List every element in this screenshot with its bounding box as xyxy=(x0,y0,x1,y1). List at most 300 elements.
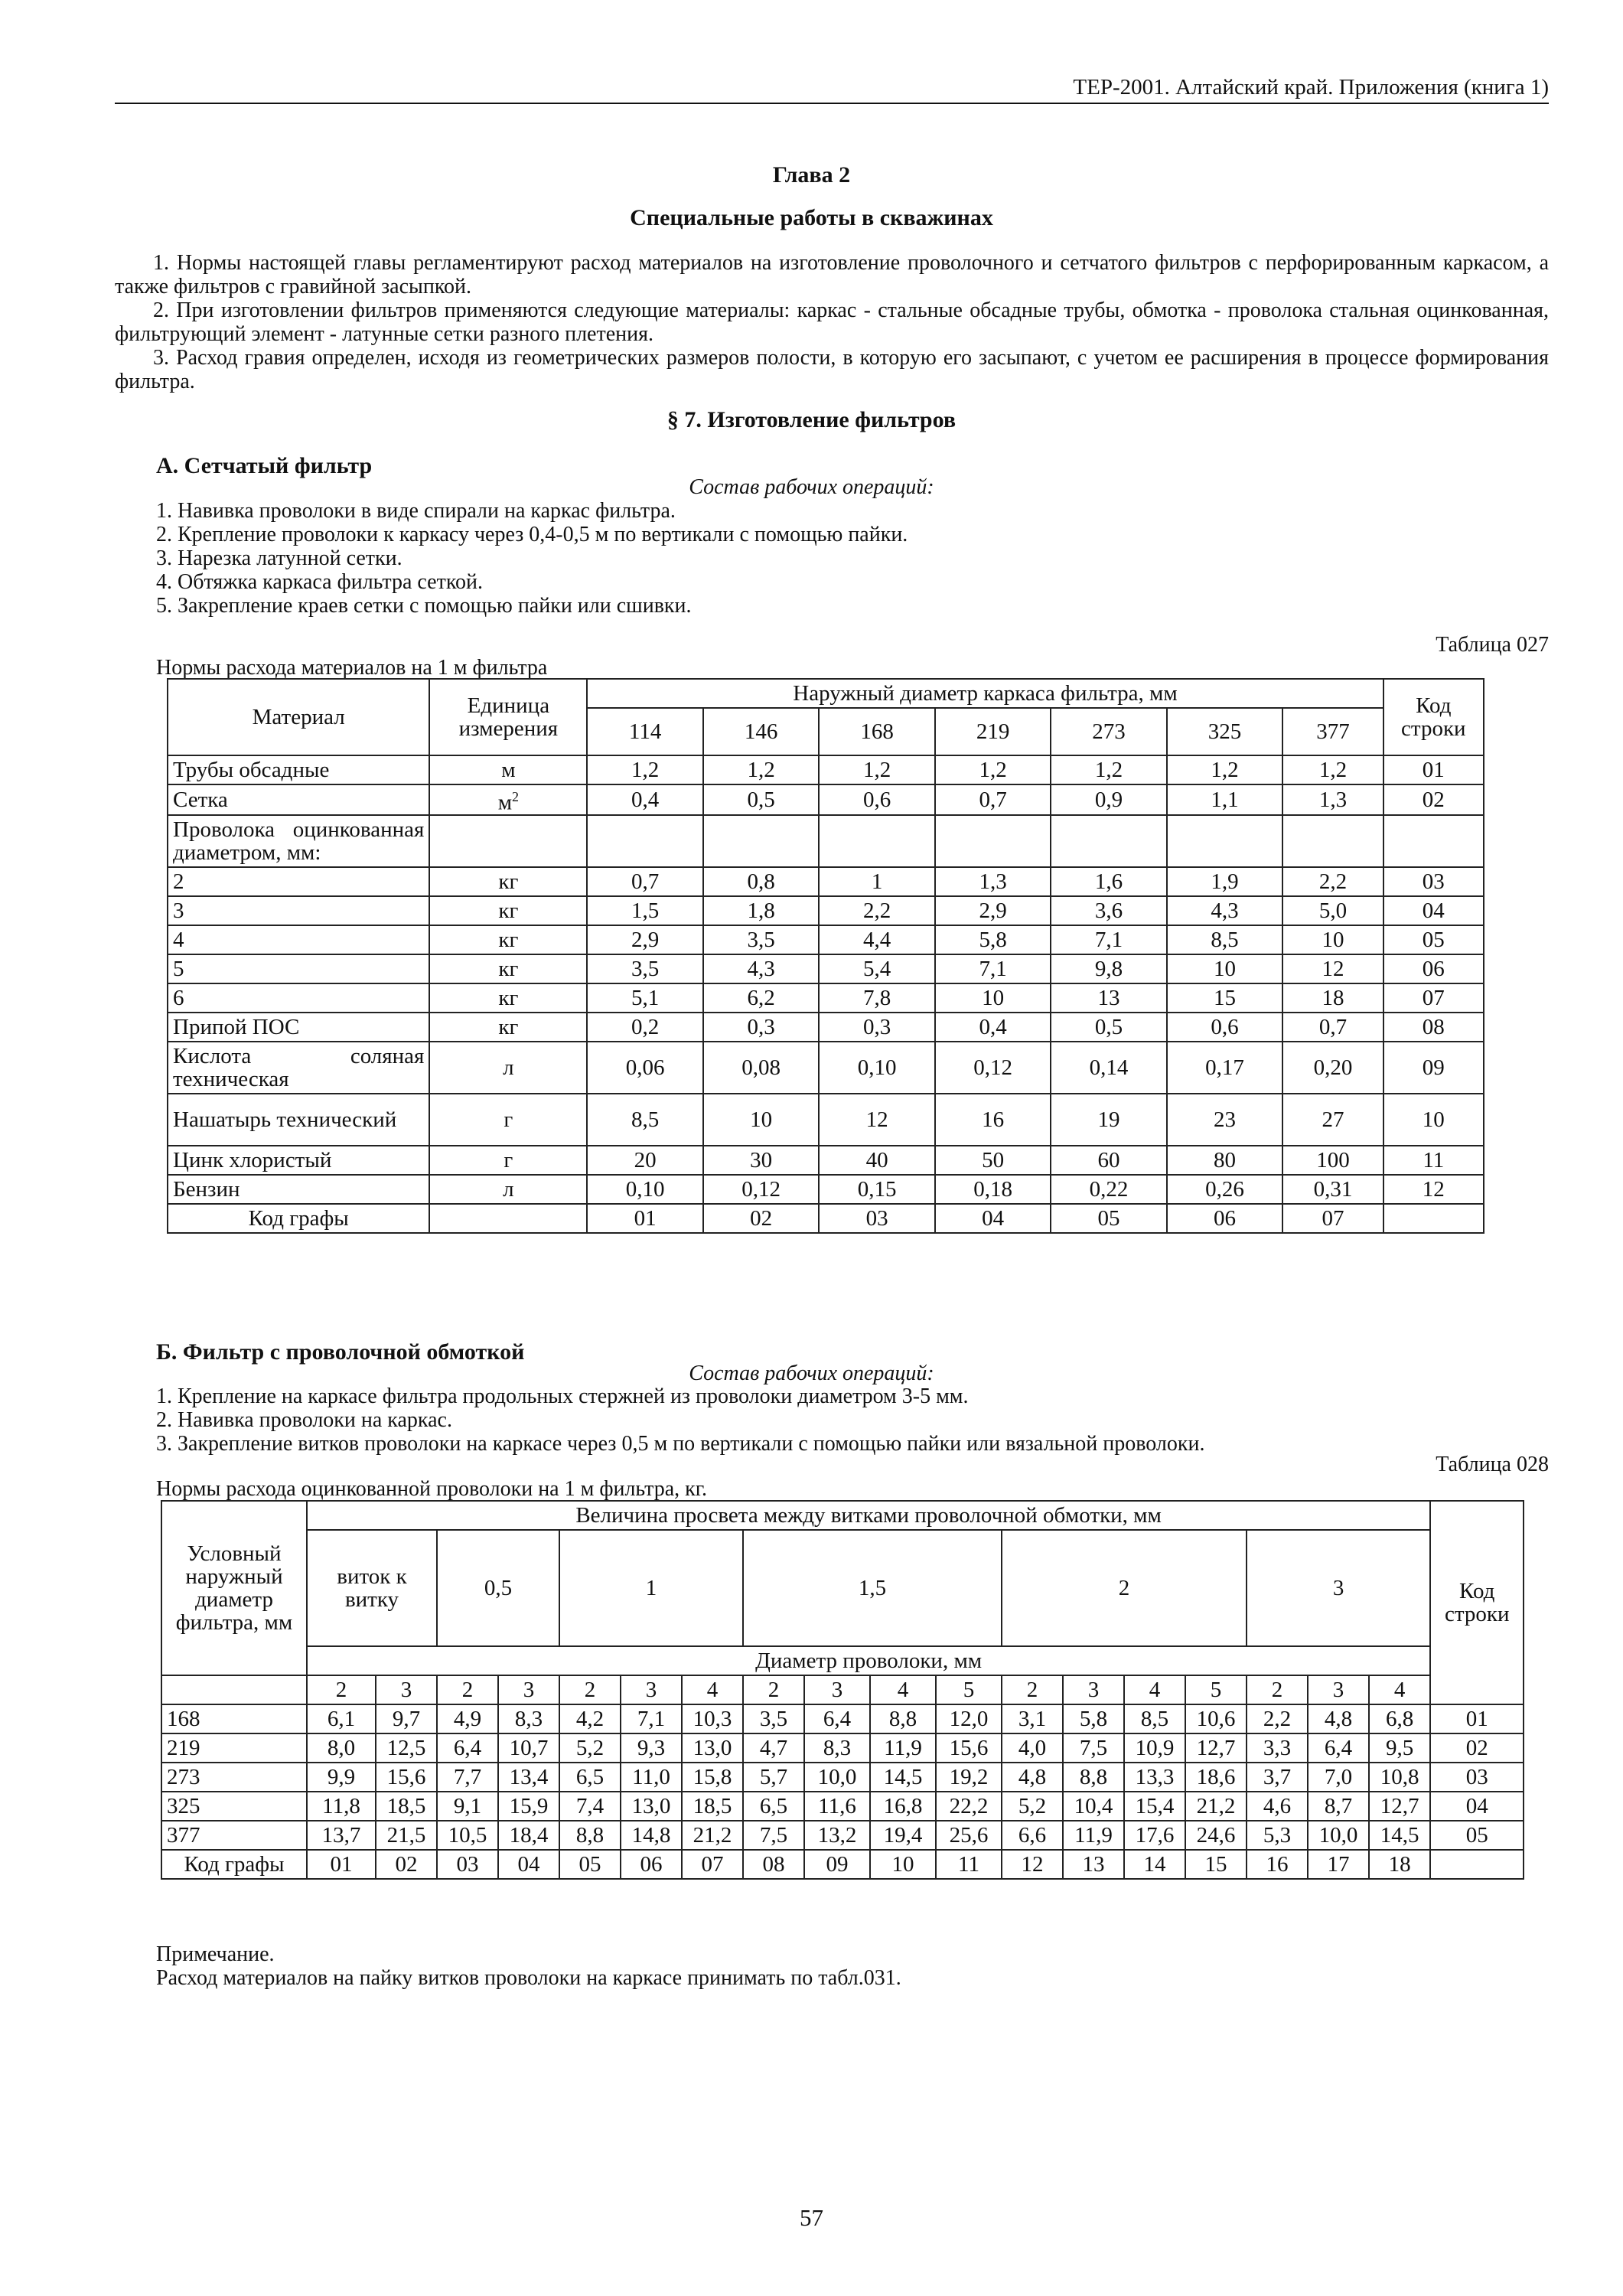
value-cell: 15,8 xyxy=(682,1763,743,1792)
value-cell: 0,18 xyxy=(935,1175,1051,1204)
unit-cell: л xyxy=(429,1175,587,1204)
diameter-header: 325 xyxy=(1167,708,1282,755)
footer-code: 16 xyxy=(1247,1850,1308,1879)
value-cell: 1,1 xyxy=(1167,784,1282,815)
wire-diameter: 5 xyxy=(1185,1675,1247,1704)
value-cell: 24,6 xyxy=(1185,1821,1247,1850)
footer-code: 01 xyxy=(587,1204,702,1233)
value-cell: 19 xyxy=(1051,1094,1166,1146)
value-cell: 6,1 xyxy=(307,1704,376,1733)
footer-code: 14 xyxy=(1124,1850,1185,1879)
table-028-caption: Нормы расхода оцинкованной проволоки на 1 м фильтра, кг. xyxy=(156,1477,708,1501)
value-cell: 4,2 xyxy=(559,1704,621,1733)
value-cell: 1,3 xyxy=(935,867,1051,896)
filter-diameter: 325 xyxy=(161,1792,307,1821)
value-cell: 10,7 xyxy=(498,1733,559,1763)
part-b-ops-list xyxy=(156,1384,1533,1456)
value-cell: 8,8 xyxy=(870,1704,936,1733)
value-cell: 2,2 xyxy=(1247,1704,1308,1733)
value-cell xyxy=(587,815,702,867)
unit-cell: кг xyxy=(429,896,587,925)
value-cell: 10,6 xyxy=(1185,1704,1247,1733)
footer-code: 02 xyxy=(376,1850,437,1879)
gap-header: 2 xyxy=(1002,1530,1247,1646)
value-cell: 16 xyxy=(935,1094,1051,1146)
material-name: Сетка xyxy=(168,784,429,815)
value-cell: 11,0 xyxy=(621,1763,682,1792)
value-cell: 0,10 xyxy=(819,1042,934,1094)
table-row xyxy=(168,954,1484,983)
operation-item: 5. Закрепление краев сетки с помощью пайки или сшивки. xyxy=(156,594,692,618)
row-code: 11 xyxy=(1383,1146,1484,1175)
value-cell: 10 xyxy=(935,983,1051,1013)
material-name: Бензин xyxy=(168,1175,429,1204)
material-name: 6 xyxy=(168,983,429,1013)
footer-code: 17 xyxy=(1308,1850,1369,1879)
unit-cell: $м^2$ xyxy=(429,784,587,815)
table-row xyxy=(168,1175,1484,1204)
footer-code: 05 xyxy=(559,1850,621,1879)
value-cell: 1,6 xyxy=(1051,867,1166,896)
value-cell: 13,2 xyxy=(804,1821,870,1850)
value-cell: 0,08 xyxy=(703,1042,819,1094)
value-cell: 0,7 xyxy=(935,784,1051,815)
unit-cell: кг xyxy=(429,983,587,1013)
value-cell: 7,4 xyxy=(559,1792,621,1821)
value-cell xyxy=(1167,815,1282,867)
value-cell: 8,8 xyxy=(1063,1763,1124,1792)
value-cell: 13 xyxy=(1051,983,1166,1013)
operation-item: 1. Крепление на каркасе фильтра продольных стержней из проволоки диаметром 3-5 мм. xyxy=(156,1384,969,1408)
footer-label: Код графы xyxy=(161,1850,307,1879)
value-cell: 9,9 xyxy=(307,1763,376,1792)
value-cell: 5,8 xyxy=(935,925,1051,954)
material-name: Цинк хлористый xyxy=(168,1146,429,1175)
value-cell: 15 xyxy=(1167,983,1282,1013)
table-028 xyxy=(161,1500,1524,1880)
wire-diameter: 4 xyxy=(1369,1675,1430,1704)
value-cell: 1,2 xyxy=(935,755,1051,784)
value-cell: 3,5 xyxy=(743,1704,804,1733)
unit-cell: кг xyxy=(429,1013,587,1042)
unit-cell: кг xyxy=(429,867,587,896)
table-028-body xyxy=(161,1704,1524,1850)
value-cell: 7,1 xyxy=(1051,925,1166,954)
part-a-title: А. Сетчатый фильтр xyxy=(156,453,373,478)
footer-code: 09 xyxy=(804,1850,870,1879)
value-cell: 1,2 xyxy=(1051,755,1166,784)
intro-paragraph: 1. Нормы настоящей главы регламентируют расход материалов на изготовление проволочного и сетчатого фильтров с перфорированным каркасом, а также фильтров с гравийной засыпкой. xyxy=(115,251,1549,298)
value-cell: 6,4 xyxy=(804,1704,870,1733)
table-row xyxy=(168,1146,1484,1175)
wire-diameter: 2 xyxy=(743,1675,804,1704)
value-cell: 14,8 xyxy=(621,1821,682,1850)
part-b-title: Б. Фильтр с проволочной обмоткой xyxy=(156,1339,525,1365)
table-row xyxy=(168,1013,1484,1042)
material-name: 5 xyxy=(168,954,429,983)
value-cell: 16,8 xyxy=(870,1792,936,1821)
value-cell: 0,20 xyxy=(1282,1042,1383,1094)
row-code: 01 xyxy=(1430,1704,1524,1733)
part-b-ops-title: Состав рабочих операций: xyxy=(689,1362,934,1385)
material-name: Нашатырь технический xyxy=(168,1094,429,1146)
value-cell: 30 xyxy=(703,1146,819,1175)
value-cell: 0,6 xyxy=(1167,1013,1282,1042)
running-header: ТЕР-2001. Алтайский край. Приложения (книга 1) xyxy=(115,73,1549,104)
row-code: 05 xyxy=(1430,1821,1524,1850)
value-cell: 12,7 xyxy=(1185,1733,1247,1763)
value-cell: 4,8 xyxy=(1002,1763,1063,1792)
gap-header: 0,5 xyxy=(437,1530,559,1646)
value-cell: 9,5 xyxy=(1369,1733,1430,1763)
value-cell: 2,9 xyxy=(587,925,702,954)
wire-diameter: 3 xyxy=(804,1675,870,1704)
value-cell: 14,5 xyxy=(1369,1821,1430,1850)
value-cell: 1,2 xyxy=(1282,755,1383,784)
value-cell xyxy=(1051,815,1166,867)
value-cell: 6,2 xyxy=(703,983,819,1013)
footer-code: 12 xyxy=(1002,1850,1063,1879)
row-code: 03 xyxy=(1383,867,1484,896)
wire-diameter: 4 xyxy=(870,1675,936,1704)
wire-diameter: 2 xyxy=(1247,1675,1308,1704)
chapter-number: Глава 2 xyxy=(772,162,851,188)
value-cell: 4,3 xyxy=(1167,896,1282,925)
value-cell: 0,15 xyxy=(819,1175,934,1204)
value-cell: 0,3 xyxy=(703,1013,819,1042)
material-name: Кислота соляная техническая xyxy=(168,1042,429,1094)
wire-diameter: 2 xyxy=(559,1675,621,1704)
table-row xyxy=(168,1094,1484,1146)
value-cell: 50 xyxy=(935,1146,1051,1175)
value-cell: 0,26 xyxy=(1167,1175,1282,1204)
value-cell: 27 xyxy=(1282,1094,1383,1146)
footer-code: 08 xyxy=(743,1850,804,1879)
wire-diameter: 2 xyxy=(1002,1675,1063,1704)
value-cell: 5,1 xyxy=(587,983,702,1013)
value-cell: 17,6 xyxy=(1124,1821,1185,1850)
footer-code: 03 xyxy=(437,1850,498,1879)
value-cell: 19,2 xyxy=(936,1763,1002,1792)
value-cell: 8,0 xyxy=(307,1733,376,1763)
value-cell: 14,5 xyxy=(870,1763,936,1792)
table-row xyxy=(168,925,1484,954)
row-code: 02 xyxy=(1383,784,1484,815)
value-cell: 2,2 xyxy=(1282,867,1383,896)
value-cell: 10 xyxy=(1282,925,1383,954)
value-cell: 0,17 xyxy=(1167,1042,1282,1094)
value-cell: 5,0 xyxy=(1282,896,1383,925)
footer-code: 01 xyxy=(307,1850,376,1879)
value-cell: 13,3 xyxy=(1124,1763,1185,1792)
value-cell: 10,4 xyxy=(1063,1792,1124,1821)
value-cell: 4,7 xyxy=(743,1733,804,1763)
diameter-header: 219 xyxy=(935,708,1051,755)
row-code: 03 xyxy=(1430,1763,1524,1792)
value-cell: 19,4 xyxy=(870,1821,936,1850)
diameter-header: 168 xyxy=(819,708,934,755)
footer-code: 18 xyxy=(1369,1850,1430,1879)
gap-header: виток к витку xyxy=(307,1530,437,1646)
value-cell: 15,9 xyxy=(498,1792,559,1821)
value-cell: 3,3 xyxy=(1247,1733,1308,1763)
value-cell: 18 xyxy=(1282,983,1383,1013)
col-group-header: Наружный диаметр каркаса фильтра, мм xyxy=(587,679,1383,708)
value-cell: 7,1 xyxy=(935,954,1051,983)
value-cell: 10 xyxy=(1167,954,1282,983)
value-cell: 60 xyxy=(1051,1146,1166,1175)
footer-code: 04 xyxy=(498,1850,559,1879)
value-cell: 0,12 xyxy=(703,1175,819,1204)
footer-code: 05 xyxy=(1051,1204,1166,1233)
value-cell: 10,9 xyxy=(1124,1733,1185,1763)
value-cell: 0,22 xyxy=(1051,1175,1166,1204)
value-cell: 8,7 xyxy=(1308,1792,1369,1821)
value-cell: 0,14 xyxy=(1051,1042,1166,1094)
value-cell: 4,0 xyxy=(1002,1733,1063,1763)
value-cell: 13,0 xyxy=(621,1792,682,1821)
unit-cell: л xyxy=(429,1042,587,1094)
value-cell xyxy=(819,815,934,867)
value-cell xyxy=(703,815,819,867)
value-cell: 18,4 xyxy=(498,1821,559,1850)
row-code: 10 xyxy=(1383,1094,1484,1146)
operation-item: 2. Крепление проволоки к каркасу через 0,4-0,5 м по вертикали с помощью пайки. xyxy=(156,523,908,546)
diameter-header: 146 xyxy=(703,708,819,755)
value-cell: 6,5 xyxy=(743,1792,804,1821)
row-code: 05 xyxy=(1383,925,1484,954)
diameter-header: 377 xyxy=(1282,708,1383,755)
wire-diameter-header: Диаметр проволоки, мм xyxy=(307,1646,1430,1675)
value-cell: 8,5 xyxy=(587,1094,702,1146)
footer-code: 04 xyxy=(935,1204,1051,1233)
value-cell: 13,0 xyxy=(682,1733,743,1763)
value-cell: 23 xyxy=(1167,1094,1282,1146)
value-cell: 8,3 xyxy=(804,1733,870,1763)
wire-diameter: 3 xyxy=(1308,1675,1369,1704)
footer-code: 06 xyxy=(1167,1204,1282,1233)
value-cell: 0,8 xyxy=(703,867,819,896)
value-cell xyxy=(1282,815,1383,867)
value-cell: 6,4 xyxy=(437,1733,498,1763)
table-row xyxy=(168,815,1484,867)
row-code: 04 xyxy=(1430,1792,1524,1821)
value-cell: 2,9 xyxy=(935,896,1051,925)
value-cell: 0,4 xyxy=(587,784,702,815)
value-cell: 3,6 xyxy=(1051,896,1166,925)
value-cell: 4,8 xyxy=(1308,1704,1369,1733)
value-cell: 5,8 xyxy=(1063,1704,1124,1733)
value-cell: 1,2 xyxy=(1167,755,1282,784)
table-row xyxy=(161,1821,1524,1850)
value-cell: 4,3 xyxy=(703,954,819,983)
operation-item: 4. Обтяжка каркаса фильтра сеткой. xyxy=(156,570,483,594)
row-code: 04 xyxy=(1383,896,1484,925)
unit-cell: м xyxy=(429,755,587,784)
value-cell: 25,6 xyxy=(936,1821,1002,1850)
value-cell: 7,0 xyxy=(1308,1763,1369,1792)
footer-code: 13 xyxy=(1063,1850,1124,1879)
operation-item: 2. Навивка проволоки на каркас. xyxy=(156,1408,452,1432)
value-cell: 10,0 xyxy=(804,1763,870,1792)
value-cell: 8,5 xyxy=(1124,1704,1185,1733)
value-cell: 100 xyxy=(1282,1146,1383,1175)
value-cell: 1,8 xyxy=(703,896,819,925)
section-title: § 7. Изготовление фильтров xyxy=(666,407,957,432)
value-cell: 1,2 xyxy=(587,755,702,784)
value-cell: 0,3 xyxy=(819,1013,934,1042)
unit-cell: г xyxy=(429,1094,587,1146)
value-cell: 18,5 xyxy=(376,1792,437,1821)
gap-header: 1 xyxy=(559,1530,743,1646)
value-cell: 0,7 xyxy=(587,867,702,896)
col-header-code: Код строки xyxy=(1430,1501,1524,1704)
value-cell: 1,2 xyxy=(703,755,819,784)
value-cell: 40 xyxy=(819,1146,934,1175)
footer-code: 10 xyxy=(870,1850,936,1879)
value-cell: 6,8 xyxy=(1369,1704,1430,1733)
value-cell: 7,1 xyxy=(621,1704,682,1733)
value-cell: 3,1 xyxy=(1002,1704,1063,1733)
value-cell: 1,9 xyxy=(1167,867,1282,896)
value-cell: 0,7 xyxy=(1282,1013,1383,1042)
value-cell: 9,3 xyxy=(621,1733,682,1763)
gap-header: 1,5 xyxy=(743,1530,1002,1646)
row-code: 07 xyxy=(1383,983,1484,1013)
col-header-material: Материал xyxy=(168,679,429,755)
wire-diameter: 4 xyxy=(682,1675,743,1704)
value-cell: 20 xyxy=(587,1146,702,1175)
value-cell: 12,5 xyxy=(376,1733,437,1763)
value-cell: 3,7 xyxy=(1247,1763,1308,1792)
table-027-label: Таблица 027 xyxy=(1436,633,1549,657)
material-name: 4 xyxy=(168,925,429,954)
row-code: 02 xyxy=(1430,1733,1524,1763)
value-cell: 18,5 xyxy=(682,1792,743,1821)
col-group-header: Величина просвета между витками проволочной обмотки, мм xyxy=(307,1501,1430,1530)
table-row xyxy=(168,896,1484,925)
table-row xyxy=(168,755,1484,784)
value-cell: 3,5 xyxy=(703,925,819,954)
value-cell: 21,5 xyxy=(376,1821,437,1850)
table-row xyxy=(161,1763,1524,1792)
value-cell: 10 xyxy=(703,1094,819,1146)
row-code xyxy=(1383,815,1484,867)
note-text: Расход материалов на пайку витков проволоки на каркасе принимать по табл.031. xyxy=(156,1966,901,1990)
value-cell: 22,2 xyxy=(936,1792,1002,1821)
value-cell: 0,5 xyxy=(703,784,819,815)
wire-diameter: 4 xyxy=(1124,1675,1185,1704)
footer-code: 07 xyxy=(682,1850,743,1879)
footer-code: 07 xyxy=(1282,1204,1383,1233)
row-code: 12 xyxy=(1383,1175,1484,1204)
footer-label: Код графы xyxy=(168,1204,429,1233)
unit-cell: кг xyxy=(429,925,587,954)
value-cell: 5,2 xyxy=(559,1733,621,1763)
value-cell: 7,8 xyxy=(819,983,934,1013)
value-cell: 5,7 xyxy=(743,1763,804,1792)
value-cell: 15,4 xyxy=(1124,1792,1185,1821)
value-cell: 9,8 xyxy=(1051,954,1166,983)
value-cell: 9,7 xyxy=(376,1704,437,1733)
row-code: 01 xyxy=(1383,755,1484,784)
col-header-code: Код строки xyxy=(1383,679,1484,755)
value-cell: 5,4 xyxy=(819,954,934,983)
operation-item: 3. Закрепление витков проволоки на каркасе через 0,5 м по вертикали с помощью пайки или вязальной проволоки. xyxy=(156,1432,1205,1456)
value-cell: 13,7 xyxy=(307,1821,376,1850)
col-header-diameter: Условный наружный диаметр фильтра, мм xyxy=(161,1501,307,1675)
material-name: Проволока оцинкованная диаметром, мм: xyxy=(168,815,429,867)
unit-cell xyxy=(429,815,587,867)
value-cell: 15,6 xyxy=(376,1763,437,1792)
value-cell: 21,2 xyxy=(682,1821,743,1850)
value-cell: 1,2 xyxy=(819,755,934,784)
wire-diameter: 3 xyxy=(376,1675,437,1704)
value-cell: 12 xyxy=(1282,954,1383,983)
filter-diameter: 219 xyxy=(161,1733,307,1763)
table-027 xyxy=(167,678,1484,1234)
value-cell: 21,2 xyxy=(1185,1792,1247,1821)
material-name: 3 xyxy=(168,896,429,925)
operation-item: 3. Нарезка латунной сетки. xyxy=(156,546,402,570)
table-row xyxy=(168,784,1484,815)
table-row xyxy=(161,1792,1524,1821)
value-cell: 5,2 xyxy=(1002,1792,1063,1821)
value-cell: 18,6 xyxy=(1185,1763,1247,1792)
value-cell: 11,6 xyxy=(804,1792,870,1821)
value-cell: 13,4 xyxy=(498,1763,559,1792)
value-cell: 0,4 xyxy=(935,1013,1051,1042)
filter-diameter: 377 xyxy=(161,1821,307,1850)
value-cell: 2,2 xyxy=(819,896,934,925)
value-cell xyxy=(935,815,1051,867)
wire-diameter: 5 xyxy=(936,1675,1002,1704)
wire-diameter: 3 xyxy=(498,1675,559,1704)
unit-cell: кг xyxy=(429,954,587,983)
value-cell: 0,12 xyxy=(935,1042,1051,1094)
footer-code: 02 xyxy=(703,1204,819,1233)
material-name: Припой ПОС xyxy=(168,1013,429,1042)
col-header-unit: Единица измерения xyxy=(429,679,587,755)
footer-code: 03 xyxy=(819,1204,934,1233)
table-row xyxy=(161,1704,1524,1733)
unit-cell: г xyxy=(429,1146,587,1175)
footer-code: 15 xyxy=(1185,1850,1247,1879)
value-cell: 10,3 xyxy=(682,1704,743,1733)
value-cell: 4,9 xyxy=(437,1704,498,1733)
value-cell: 3,5 xyxy=(587,954,702,983)
unit-superscript: 2 xyxy=(512,789,520,804)
gap-header: 3 xyxy=(1247,1530,1430,1646)
table-028-label: Таблица 028 xyxy=(1436,1453,1549,1476)
value-cell: 8,5 xyxy=(1167,925,1282,954)
diameter-header: 114 xyxy=(587,708,702,755)
intro-paragraph: 3. Расход гравия определен, исходя из геометрических размеров полости, в которую его засыпают, с учетом ее расширения в процессе формирования фильтра. xyxy=(115,346,1549,393)
chapter-title: Специальные работы в скважинах xyxy=(630,205,993,230)
part-a-ops-list xyxy=(156,499,1533,618)
value-cell: 0,9 xyxy=(1051,784,1166,815)
value-cell: 7,5 xyxy=(743,1821,804,1850)
wire-diameter: 3 xyxy=(1063,1675,1124,1704)
row-code: 09 xyxy=(1383,1042,1484,1094)
value-cell: 80 xyxy=(1167,1146,1282,1175)
row-code: 08 xyxy=(1383,1013,1484,1042)
value-cell: 9,1 xyxy=(437,1792,498,1821)
value-cell: 6,5 xyxy=(559,1763,621,1792)
value-cell: 1 xyxy=(819,867,934,896)
value-cell: 7,5 xyxy=(1063,1733,1124,1763)
note-title: Примечание. xyxy=(156,1942,275,1966)
